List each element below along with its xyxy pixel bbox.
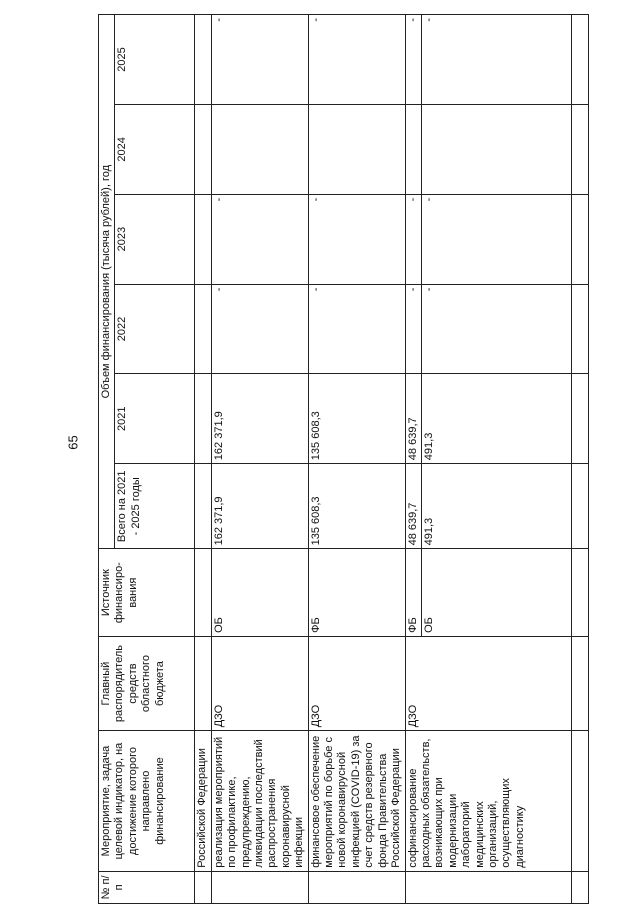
row-admin: ДЗО [308, 636, 405, 730]
table-bottom-row [571, 15, 588, 904]
row-2021: 48 639,7 [405, 374, 421, 464]
row-admin: ДЗО [211, 636, 308, 730]
header-2023: 2023 [115, 194, 195, 284]
section-row [195, 15, 211, 904]
row-total: 48 639,7 [405, 464, 421, 549]
row-source: ОБ [211, 549, 308, 637]
row-num [211, 871, 308, 903]
row-2024 [211, 104, 308, 194]
section-num [195, 871, 211, 903]
row-2023: - [405, 194, 421, 284]
financing-table [98, 14, 589, 904]
table-row [308, 15, 405, 904]
row-2021: 135 608,3 [308, 374, 405, 464]
row-2021: 162 371,9 [211, 374, 308, 464]
row-source: ФБ [308, 549, 405, 637]
header-2022: 2022 [115, 284, 195, 374]
header-event: Мероприятие, задача целевой индикатор, на достижение которого направлено финансирование [99, 731, 195, 871]
row-2025: - [405, 15, 421, 105]
row-total: 162 371,9 [211, 464, 308, 549]
row-2025: - [211, 15, 308, 105]
header-2025: 2025 [115, 15, 195, 105]
section-title: Российской Федерации [195, 731, 211, 871]
row-total: 135 608,3 [308, 464, 405, 549]
row-num [308, 871, 405, 903]
row-source: ФБ [405, 549, 421, 637]
header-source: Источник финансиро-вания [99, 549, 195, 637]
header-admin: Главный распорядитель средств областного бюджета [99, 636, 195, 730]
row-admin: ДЗО [405, 636, 571, 730]
row-2022: - [308, 284, 405, 374]
table-row [405, 15, 421, 904]
row-event: реализация мероприятий по профилактике, предупреждению, ликвидации последствий распространения коронавирусной инфекции [211, 731, 308, 871]
row-num [405, 871, 571, 903]
row-event: софинансирование расходных обязательств, возникающих при модернизации лабораторий медицинских организаций, осуществляющих диагностику [405, 731, 571, 871]
page-number: 65 [65, 435, 81, 450]
row-2024 [405, 104, 421, 194]
header-total: Всего на 2021 - 2025 годы [115, 464, 195, 549]
header-2024: 2024 [115, 104, 195, 194]
table-row [211, 15, 308, 904]
row-2025: - [308, 15, 405, 105]
row-2022: - [211, 284, 308, 374]
header-2021: 2021 [115, 374, 195, 464]
header-volume: Объем финансирования (тысяча рублей), год [99, 15, 115, 549]
row-2023: - [211, 194, 308, 284]
header-num: № п/п [99, 871, 195, 903]
row-2022: - [421, 284, 571, 374]
row-total: 491,3 [421, 464, 571, 549]
row-2025: - [421, 15, 571, 105]
row-2021: 491,3 [421, 374, 571, 464]
row-2023: - [308, 194, 405, 284]
header-row-1 [99, 15, 115, 904]
row-2024 [421, 104, 571, 194]
row-2023: - [421, 194, 571, 284]
row-source: ОБ [421, 549, 571, 637]
row-event: финансовое обеспечение мероприятий по борьбе с новой коронавирусной инфекцией (COVID-19) за счет средств резервного фонда Правительства Российской Федерации [308, 731, 405, 871]
row-2022: - [405, 284, 421, 374]
row-2024 [308, 104, 405, 194]
